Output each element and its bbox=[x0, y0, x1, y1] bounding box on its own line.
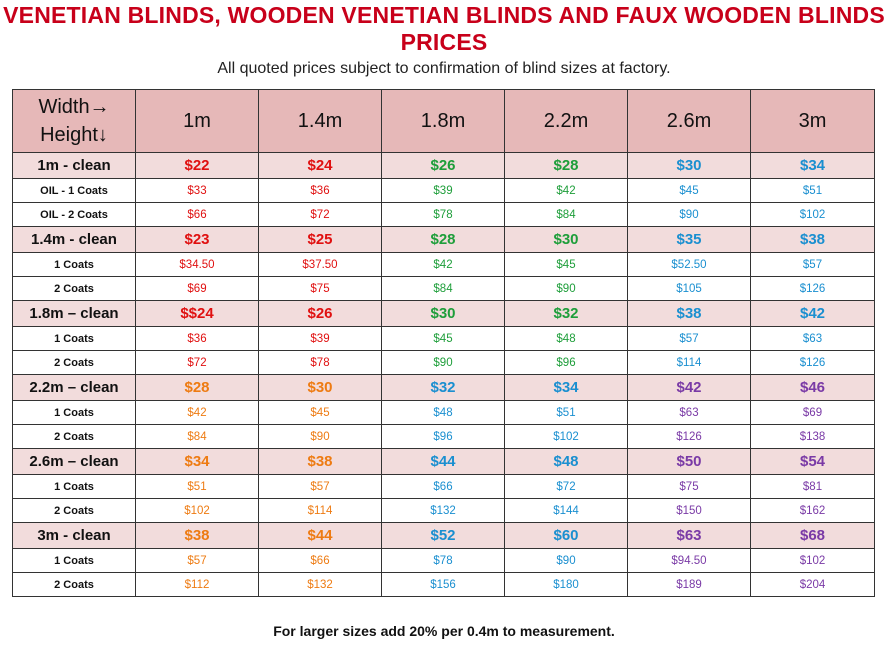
price-cell: $90 bbox=[505, 549, 628, 573]
price-cell: $35 bbox=[628, 227, 751, 253]
price-cell: $44 bbox=[382, 449, 505, 475]
price-cell: $96 bbox=[505, 351, 628, 375]
row-label: 1 Coats bbox=[13, 253, 136, 277]
row-label: 2 Coats bbox=[13, 351, 136, 375]
size-clean-row bbox=[13, 227, 875, 253]
price-cell: $72 bbox=[136, 351, 259, 375]
price-cell: $32 bbox=[505, 301, 628, 327]
row-label: 2.6m – clean bbox=[13, 449, 136, 475]
row-label: 1 Coats bbox=[13, 327, 136, 351]
price-cell: $114 bbox=[259, 499, 382, 523]
price-cell: $63 bbox=[628, 401, 751, 425]
price-cell: $81 bbox=[751, 475, 875, 499]
price-table-body bbox=[13, 153, 875, 597]
price-cell: $69 bbox=[136, 277, 259, 301]
price-cell: $102 bbox=[751, 549, 875, 573]
price-cell: $33 bbox=[136, 179, 259, 203]
price-cell: $57 bbox=[136, 549, 259, 573]
price-cell: $48 bbox=[382, 401, 505, 425]
price-cell: $23 bbox=[136, 227, 259, 253]
price-cell: $90 bbox=[382, 351, 505, 375]
price-cell: $126 bbox=[751, 351, 875, 375]
row-label: 1m - clean bbox=[13, 153, 136, 179]
price-cell: $78 bbox=[382, 203, 505, 227]
coat-row bbox=[13, 549, 875, 573]
height-axis-label: Height↓ bbox=[40, 124, 108, 146]
size-clean-row bbox=[13, 449, 875, 475]
price-cell: $132 bbox=[259, 573, 382, 597]
price-cell: $36 bbox=[136, 327, 259, 351]
price-cell: $72 bbox=[505, 475, 628, 499]
price-cell: $52 bbox=[382, 523, 505, 549]
price-cell: $204 bbox=[751, 573, 875, 597]
price-cell: $66 bbox=[259, 549, 382, 573]
price-cell: $84 bbox=[136, 425, 259, 449]
price-cell: $84 bbox=[382, 277, 505, 301]
column-header: 1m bbox=[136, 90, 259, 153]
page-subtitle: All quoted prices subject to confirmation of blind sizes at factory. bbox=[217, 60, 671, 77]
price-cell: $38 bbox=[259, 449, 382, 475]
row-label: OIL - 2 Coats bbox=[13, 203, 136, 227]
price-cell: $26 bbox=[259, 301, 382, 327]
page-title: VENETIAN BLINDS, WOODEN VENETIAN BLINDS AND FAUX WOODEN BLINDS PRICES bbox=[3, 2, 885, 55]
price-cell: $90 bbox=[259, 425, 382, 449]
price-cell: $78 bbox=[259, 351, 382, 375]
price-cell: $162 bbox=[751, 499, 875, 523]
price-cell: $30 bbox=[628, 153, 751, 179]
price-cell: $37.50 bbox=[259, 253, 382, 277]
price-cell: $38 bbox=[136, 523, 259, 549]
price-cell: $45 bbox=[505, 253, 628, 277]
price-cell: $60 bbox=[505, 523, 628, 549]
size-clean-row bbox=[13, 153, 875, 179]
price-cell: $51 bbox=[751, 179, 875, 203]
price-cell: $69 bbox=[751, 401, 875, 425]
row-label: 3m - clean bbox=[13, 523, 136, 549]
column-header: 2.2m bbox=[505, 90, 628, 153]
size-clean-row bbox=[13, 301, 875, 327]
price-cell: $68 bbox=[751, 523, 875, 549]
price-cell: $30 bbox=[505, 227, 628, 253]
price-cell: $96 bbox=[382, 425, 505, 449]
coat-row bbox=[13, 203, 875, 227]
price-cell: $48 bbox=[505, 327, 628, 351]
price-cell: $57 bbox=[751, 253, 875, 277]
price-cell: $75 bbox=[628, 475, 751, 499]
row-label: 2.2m – clean bbox=[13, 375, 136, 401]
price-cell: $126 bbox=[751, 277, 875, 301]
price-cell: $28 bbox=[382, 227, 505, 253]
price-cell: $42 bbox=[505, 179, 628, 203]
column-header: 1.4m bbox=[259, 90, 382, 153]
coat-row bbox=[13, 499, 875, 523]
width-axis-label: Width→ bbox=[38, 96, 110, 118]
price-cell: $144 bbox=[505, 499, 628, 523]
price-cell: $102 bbox=[505, 425, 628, 449]
price-cell: $30 bbox=[259, 375, 382, 401]
price-cell: $$24 bbox=[136, 301, 259, 327]
price-cell: $63 bbox=[751, 327, 875, 351]
footer-note: For larger sizes add 20% per 0.4m to measurement. bbox=[273, 623, 615, 639]
price-cell: $132 bbox=[382, 499, 505, 523]
price-cell: $34 bbox=[751, 153, 875, 179]
price-cell: $34.50 bbox=[136, 253, 259, 277]
coat-row bbox=[13, 327, 875, 351]
price-cell: $57 bbox=[628, 327, 751, 351]
price-cell: $51 bbox=[136, 475, 259, 499]
row-label: 2 Coats bbox=[13, 499, 136, 523]
price-cell: $34 bbox=[136, 449, 259, 475]
row-label: 1.8m – clean bbox=[13, 301, 136, 327]
price-cell: $189 bbox=[628, 573, 751, 597]
price-cell: $22 bbox=[136, 153, 259, 179]
row-label: 2 Coats bbox=[13, 573, 136, 597]
price-cell: $42 bbox=[751, 301, 875, 327]
coat-row bbox=[13, 401, 875, 425]
price-cell: $50 bbox=[628, 449, 751, 475]
price-cell: $30 bbox=[382, 301, 505, 327]
row-label: OIL - 1 Coats bbox=[13, 179, 136, 203]
size-clean-row bbox=[13, 523, 875, 549]
column-header: 3m bbox=[751, 90, 875, 153]
price-cell: $48 bbox=[505, 449, 628, 475]
price-cell: $32 bbox=[382, 375, 505, 401]
row-label: 1 Coats bbox=[13, 475, 136, 499]
size-clean-row bbox=[13, 375, 875, 401]
price-cell: $51 bbox=[505, 401, 628, 425]
price-cell: $52.50 bbox=[628, 253, 751, 277]
price-cell: $102 bbox=[751, 203, 875, 227]
price-cell: $156 bbox=[382, 573, 505, 597]
price-cell: $28 bbox=[505, 153, 628, 179]
price-cell: $39 bbox=[382, 179, 505, 203]
price-cell: $150 bbox=[628, 499, 751, 523]
price-cell: $75 bbox=[259, 277, 382, 301]
price-cell: $34 bbox=[505, 375, 628, 401]
row-label: 1 Coats bbox=[13, 549, 136, 573]
price-cell: $84 bbox=[505, 203, 628, 227]
price-cell: $126 bbox=[628, 425, 751, 449]
coat-row bbox=[13, 253, 875, 277]
price-cell: $39 bbox=[259, 327, 382, 351]
price-cell: $66 bbox=[136, 203, 259, 227]
price-cell: $66 bbox=[382, 475, 505, 499]
price-cell: $105 bbox=[628, 277, 751, 301]
price-cell: $28 bbox=[136, 375, 259, 401]
price-table bbox=[12, 89, 875, 597]
coat-row bbox=[13, 351, 875, 375]
price-cell: $45 bbox=[382, 327, 505, 351]
price-cell: $42 bbox=[382, 253, 505, 277]
price-cell: $54 bbox=[751, 449, 875, 475]
price-cell: $46 bbox=[751, 375, 875, 401]
price-cell: $45 bbox=[259, 401, 382, 425]
price-cell: $42 bbox=[136, 401, 259, 425]
price-cell: $90 bbox=[628, 203, 751, 227]
price-cell: $63 bbox=[628, 523, 751, 549]
price-cell: $45 bbox=[628, 179, 751, 203]
price-cell: $72 bbox=[259, 203, 382, 227]
price-cell: $90 bbox=[505, 277, 628, 301]
row-label: 1.4m - clean bbox=[13, 227, 136, 253]
price-cell: $138 bbox=[751, 425, 875, 449]
price-cell: $26 bbox=[382, 153, 505, 179]
column-header: 1.8m bbox=[382, 90, 505, 153]
price-cell: $57 bbox=[259, 475, 382, 499]
row-label: 2 Coats bbox=[13, 277, 136, 301]
coat-row bbox=[13, 573, 875, 597]
price-cell: $78 bbox=[382, 549, 505, 573]
price-cell: $180 bbox=[505, 573, 628, 597]
price-cell: $38 bbox=[628, 301, 751, 327]
price-cell: $36 bbox=[259, 179, 382, 203]
price-cell: $25 bbox=[259, 227, 382, 253]
coat-row bbox=[13, 179, 875, 203]
row-label: 1 Coats bbox=[13, 401, 136, 425]
header-row bbox=[13, 90, 875, 153]
corner-cell bbox=[13, 90, 136, 153]
coat-row bbox=[13, 277, 875, 301]
coat-row bbox=[13, 425, 875, 449]
price-cell: $112 bbox=[136, 573, 259, 597]
price-cell: $114 bbox=[628, 351, 751, 375]
coat-row bbox=[13, 475, 875, 499]
price-cell: $42 bbox=[628, 375, 751, 401]
price-cell: $24 bbox=[259, 153, 382, 179]
row-label: 2 Coats bbox=[13, 425, 136, 449]
column-header: 2.6m bbox=[628, 90, 751, 153]
price-cell: $102 bbox=[136, 499, 259, 523]
price-cell: $38 bbox=[751, 227, 875, 253]
price-cell: $94.50 bbox=[628, 549, 751, 573]
price-cell: $44 bbox=[259, 523, 382, 549]
